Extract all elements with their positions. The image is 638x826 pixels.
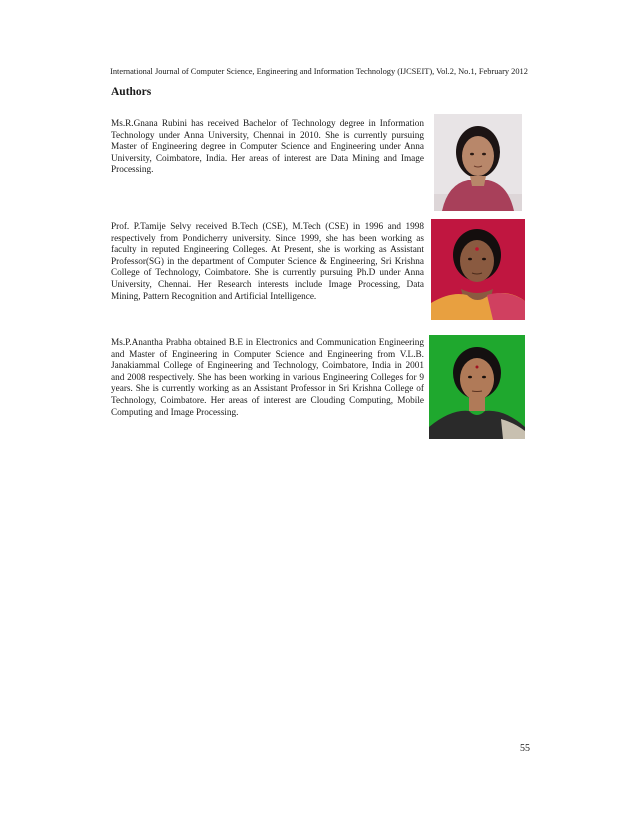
author-photo-3	[429, 335, 525, 439]
running-header: International Journal of Computer Science, Engineering and Information Technology (IJCSEIT), Vol.2, No.1, February 2012	[110, 67, 528, 76]
section-heading: Authors	[111, 86, 152, 98]
author-bio-2: Prof. P.Tamije Selvy received B.Tech (CSE), M.Tech (CSE) in 1996 and 1998 respectively from Pondicherry university. Since 1999, she has been working as faculty in reputed Engineering Colleges. At Present, she is working as Assistant Professor(SG) in the department of Computer Science & Engineering, Sri Krishna College of Technology, Coimbatore. She is currently pursuing Ph.D under Anna University, Chennai. Her Research interests include Image Processing, Data Mining, Pattern Recognition and Artificial Intelligence.	[111, 222, 424, 302]
author-photo-2	[431, 219, 525, 320]
author-photo-1	[434, 114, 522, 211]
page-number: 55	[520, 743, 530, 754]
author-bio-1: Ms.R.Gnana Rubini has received Bachelor of Technology degree in Information Technology under Anna University, Chennai in 2010. She is currently pursuing Master of Engineering degree in Computer Science and Engineering under Anna University, Coimbatore, India. Her areas of interest are Data Mining and Image Processing.	[111, 119, 424, 176]
author-bio-3: Ms.P.Anantha Prabha obtained B.E in Electronics and Communication Engineering and Master of Engineering in Computer Science and Engineering from V.L.B. Janakiammal College of Engineering and Technology, Coimbatore, India in 2001 and 2008 respectively. She has been working in various Engineering Colleges for 9 years. She is currently working as an Assistant Professor in Sri Krishna College of Technology, Coimbatore. Her areas of interest are Clouding Computing, Mobile Computing and Image Processing.	[111, 338, 424, 418]
